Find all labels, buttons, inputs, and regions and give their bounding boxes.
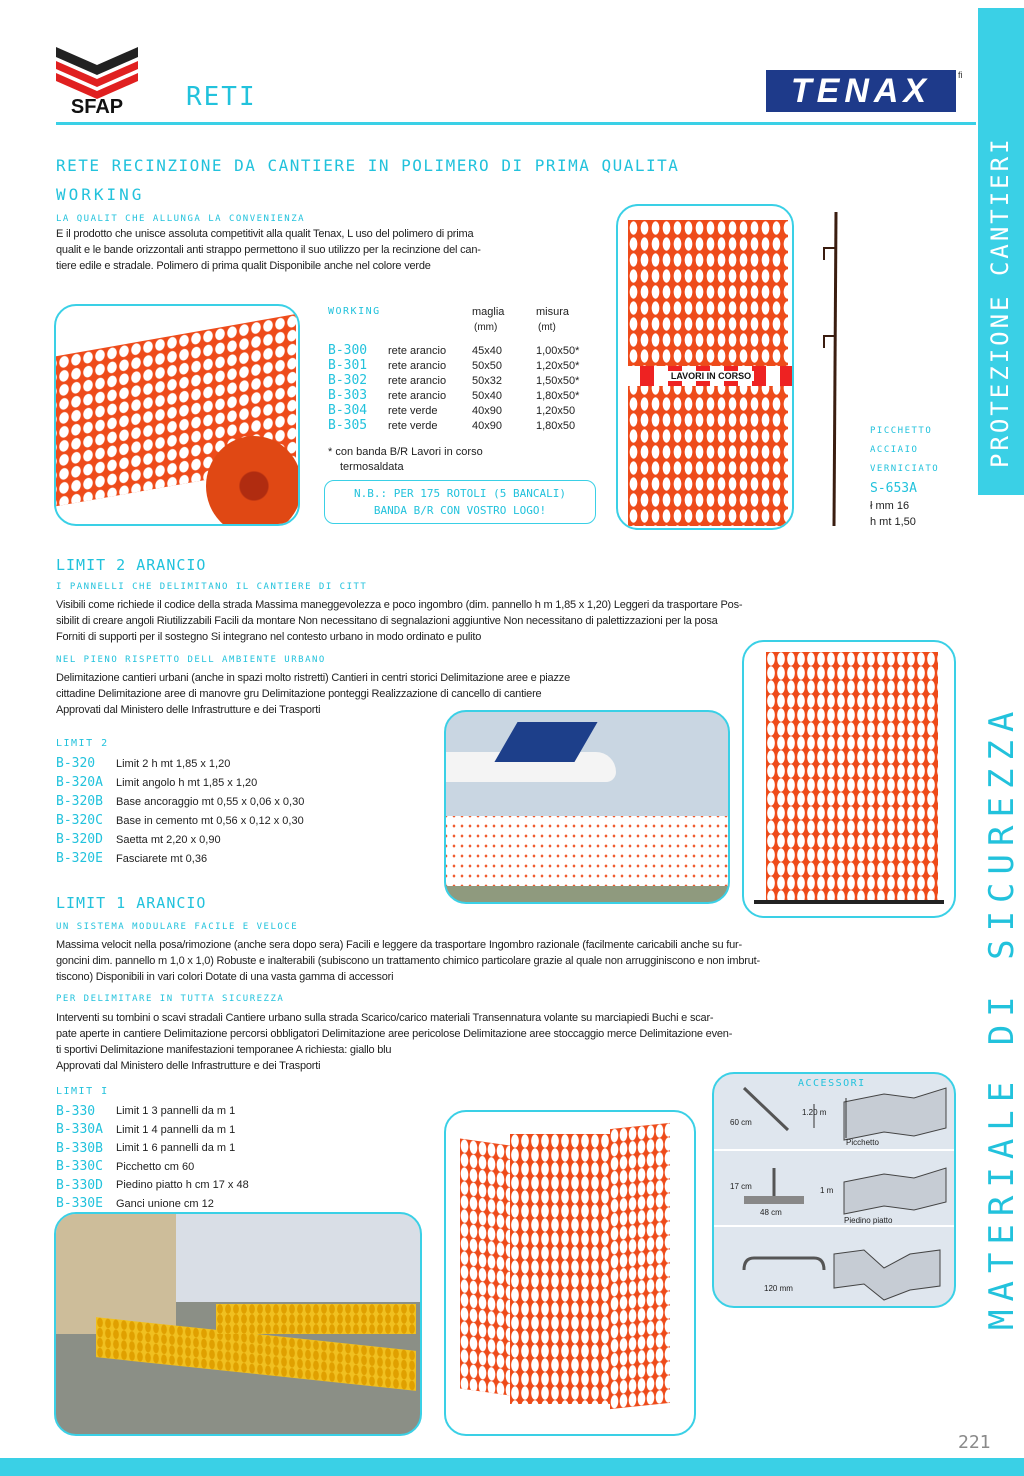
working-roll-photo — [54, 304, 300, 526]
list-item: B-320D Saetta mt 2,20 x 0,90 — [56, 832, 221, 847]
limit1-subtitle-2: PER DELIMITARE IN TUTTA SICUREZZA — [56, 994, 285, 1004]
working-title-2: WORKING — [56, 185, 145, 204]
picchetto-label-2: ACCIAIO — [870, 445, 919, 455]
limit2-text-5: cittadine Delimitazione aree di manovre gru Delimitazione ponteggi Realizzazione di cancello di cantiere — [56, 688, 542, 700]
nb-line-1: N.B.: PER 175 ROTOLI (5 BANCALI) — [354, 487, 566, 500]
list-item: B-320A Limit angolo h mt 1,85 x 1,20 — [56, 775, 258, 790]
tenax-logo: TENAX — [766, 70, 956, 112]
list-item: B-330A Limit 1 4 pannelli da m 1 — [56, 1122, 236, 1138]
accessori-d3-len: 120 mm — [764, 1284, 793, 1293]
svg-text:SFAP: SFAP — [70, 96, 124, 115]
working-text-1: E il prodotto che unisce assoluta competitivit alla qualit Tenax, L uso del polimero di prima — [56, 228, 474, 240]
table-row: B-303 rete arancio 50x40 1,80x50* — [328, 388, 580, 403]
working-table-title: WORKING — [328, 306, 381, 317]
limit2-text-2: sibilit di creare angoli Riutilizzabili Facili da montare Non necessitano di segnalazioni aggiuntive Non necessitano di palettizzazioni per la posa — [56, 615, 718, 627]
limit2-text-6: Approvati dal Ministero delle Infrastrutture e dei Trasporti — [56, 704, 321, 716]
picchetto-dim-1: ł mm 16 — [870, 500, 910, 512]
working-net-photo — [616, 204, 794, 530]
sidebar-tab — [978, 0, 1024, 495]
list-item: B-330D Piedino piatto h cm 17 x 48 — [56, 1177, 249, 1193]
picchetto-code: S-653A — [870, 481, 917, 496]
working-subtitle: LA QUALIT CHE ALLUNGA LA CONVENIENZA — [56, 214, 306, 224]
limit1-text-7: Approvati dal Ministero delle Infrastrutture e dei Trasporti — [56, 1060, 321, 1072]
list-item: B-320C Base in cemento mt 0,56 x 0,12 x 0,30 — [56, 813, 304, 828]
limit1-street-photo — [54, 1212, 422, 1436]
banner-text: LAVORI IN CORSO — [668, 371, 754, 381]
accessori-d2-w: 48 cm — [760, 1208, 782, 1217]
col-misura-unit: (mt) — [538, 322, 556, 333]
limit1-text-5: pate aperte in cantiere Delimitazione percorsi obbligatori Delimitazione aree pericolose Delimitazione aree stoccaggio merce Delimitazione even- — [56, 1028, 733, 1040]
limit1-subtitle-1: UN SISTEMA MODULARE FACILE E VELOCE — [56, 922, 299, 932]
list-item: B-320E Fasciarete mt 0,36 — [56, 851, 208, 866]
working-footnote-2: termosaldata — [340, 461, 404, 473]
col-maglia: maglia — [472, 306, 505, 318]
accessori-title: ACCESSORI — [798, 1078, 866, 1089]
working-text-2: qualit e le bande orizzontali anti strappo permettono il suo utilizzo per la recinzione del can- — [56, 244, 481, 256]
table-row: B-302 rete arancio 50x32 1,50x50* — [328, 373, 580, 388]
accessori-d1-len: 60 cm — [730, 1118, 752, 1127]
table-row: B-301 rete arancio 50x50 1,20x50* — [328, 358, 580, 373]
picchetto-illustration — [810, 208, 860, 528]
limit2-text-4: Delimitazione cantieri urbani (anche in spazi molto ristretti) Cantieri in centri storici Delimitazione aree e piazze — [56, 672, 570, 684]
limit1-text-4: Interventi su tombini o scavi stradali Cantiere urbano sulla strada Scarico/carico materiali Transennatura volante su marciapiedi Buchi e scar- — [56, 1012, 714, 1024]
working-title-1: RETE RECINZIONE DA CANTIERE IN POLIMERO DI PRIMA QUALITA — [56, 156, 680, 175]
section-title: RETI — [186, 82, 257, 112]
limit1-text-3: tiscono) Disponibili in vari colori Dotate di una vasta gamma di accessori — [56, 971, 394, 983]
limit1-title: LIMIT 1 ARANCIO — [56, 894, 207, 912]
tenax-logo-mark: fi — [958, 70, 963, 80]
accessori-d1-height: 1.20 m — [802, 1108, 827, 1117]
limit1-text-1: Massima velocit nella posa/rimozione (anche sera dopo sera) Facili e leggere da trasportare Ingombro razionale (facilmente caricabili anche su fur- — [56, 939, 742, 951]
picchetto-label-1: PICCHETTO — [870, 426, 933, 436]
picchetto-dim-2: h mt 1,50 — [870, 516, 916, 528]
accessori-d2-height: 1 m — [820, 1186, 834, 1195]
limit2-list-title: LIMIT 2 — [56, 738, 109, 749]
list-item: B-320B Base ancoraggio mt 0,55 x 0,06 x 0,30 — [56, 794, 305, 809]
table-row: B-305 rete verde 40x90 1,80x50 — [328, 418, 576, 433]
nb-box — [324, 480, 596, 524]
limit1-text-6: ti sportivi Delimitazione manifestazioni temporanee A richiesta: giallo blu — [56, 1044, 392, 1056]
limit2-text-3: Forniti di supporti per il sostegno Si integrano nel contesto urbano in modo ordinato e pulito — [56, 631, 482, 643]
working-text-3: tiere edile e stradale. Polimero di prima qualit Disponibile anche nel colore verde — [56, 260, 431, 272]
picchetto-label-3: VERNICIATO — [870, 464, 940, 474]
working-footnote-1: * con banda B/R Lavori in corso — [328, 446, 483, 458]
col-maglia-unit: (mm) — [474, 322, 498, 333]
sfap-logo — [56, 45, 138, 115]
list-item: B-330B Limit 1 6 pannelli da m 1 — [56, 1140, 236, 1156]
table-row: B-304 rete verde 40x90 1,20x50 — [328, 403, 576, 418]
table-row: B-300 rete arancio 45x40 1,00x50* — [328, 343, 580, 358]
limit1-list — [56, 1102, 416, 1213]
bottom-bar — [0, 1458, 1024, 1476]
limit2-list — [56, 754, 416, 868]
vertical-title: MATERIALE DI SICUREZZA — [982, 703, 1022, 1330]
limit1-list-title: LIMIT I — [56, 1086, 109, 1097]
list-item: B-330C Picchetto cm 60 — [56, 1159, 195, 1175]
working-table — [328, 343, 608, 433]
limit1-panels-photo — [444, 1110, 696, 1436]
list-item: B-330E Ganci unione cm 12 — [56, 1196, 214, 1212]
header-rule — [56, 122, 976, 125]
nb-line-2: BANDA B/R CON VOSTRO LOGO! — [373, 504, 547, 517]
limit2-title: LIMIT 2 ARANCIO — [56, 556, 207, 574]
limit2-subtitle-1: I PANNELLI CHE DELIMITANO IL CANTIERE DI CITT — [56, 582, 368, 592]
col-misura: misura — [536, 306, 570, 318]
limit1-text-2: goncini dim. pannello m 1,0 x 1,0) Robuste e inalterabili (subiscono un trattamento chimico particolare grazie al quale non arrugginiscono e non imbrut- — [56, 955, 760, 967]
limit2-subtitle-2: NEL PIENO RISPETTO DELL AMBIENTE URBANO — [56, 655, 326, 665]
accessori-d1-caption: Picchetto — [846, 1138, 879, 1147]
limit2-text-1: Visibili come richiede il codice della strada Massima maneggevolezza e poco ingombro (dim. pannello h m 1,85 x 1,20) Leggeri da trasportare Pos- — [56, 599, 743, 611]
limit2-airport-photo — [444, 710, 730, 904]
limit2-panel-photo — [742, 640, 956, 918]
page-number: 221 — [958, 1432, 991, 1453]
list-item: B-330 Limit 1 3 pannelli da m 1 — [56, 1103, 236, 1119]
accessori-d2-h: 17 cm — [730, 1182, 752, 1191]
list-item: B-320 Limit 2 h mt 1,85 x 1,20 — [56, 756, 231, 771]
sidebar-tab-label: PROTEZIONE CANTIERI — [986, 136, 1014, 468]
accessori-d2-caption: Piedino piatto — [844, 1216, 893, 1225]
accessori-panel — [712, 1072, 956, 1308]
